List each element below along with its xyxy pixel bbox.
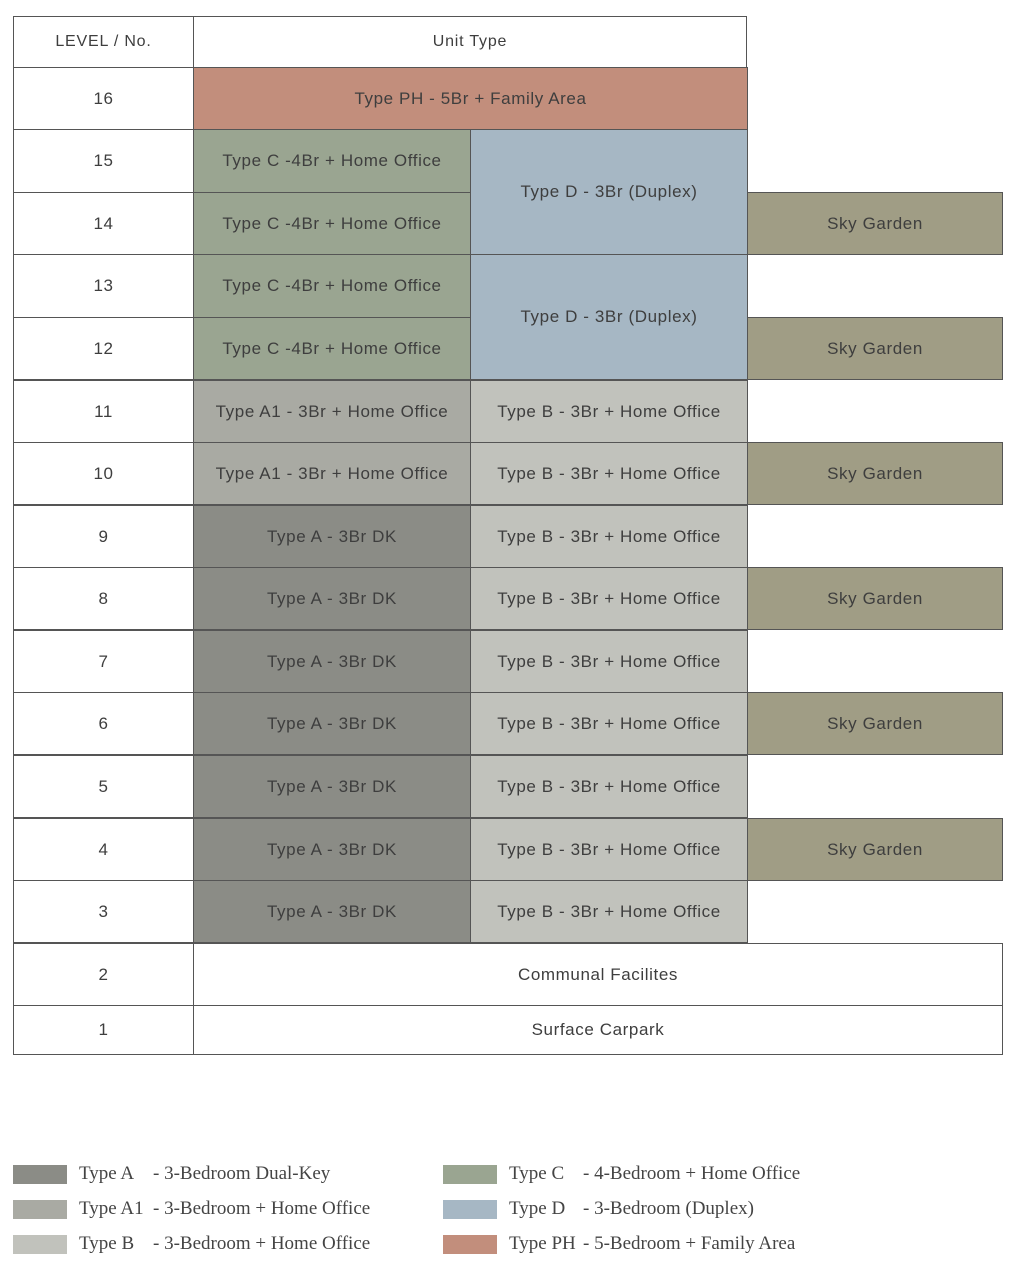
unit-cell-16-ph: Type PH - 5Br + Family Area <box>193 67 748 130</box>
unit-cell-15-duplex: Type D - 3Br (Duplex) <box>470 129 748 255</box>
level-cell-1: 1 <box>13 1005 194 1055</box>
legend-item-type-c <box>443 1162 800 1186</box>
unit-cell-5-left: Type A - 3Br DK <box>193 755 471 818</box>
legend-type-label: Type A <box>79 1163 135 1184</box>
unit-cell-6-left: Type A - 3Br DK <box>193 692 471 755</box>
sky-garden-12: Sky Garden <box>747 317 1003 380</box>
level-cell-12: 12 <box>13 317 194 380</box>
level-cell-2: 2 <box>13 943 194 1006</box>
unit-cell-9-left: Type A - 3Br DK <box>193 505 471 568</box>
unit-cell-4-right: Type B - 3Br + Home Office <box>470 818 748 881</box>
legend-swatch <box>443 1165 497 1184</box>
sky-garden-4: Sky Garden <box>747 818 1003 881</box>
legend-swatch <box>13 1235 67 1254</box>
legend-description: - 5-Bedroom + Family Area <box>583 1233 796 1254</box>
unit-cell-5-right: Type B - 3Br + Home Office <box>470 755 748 818</box>
unit-cell-13-duplex: Type D - 3Br (Duplex) <box>470 254 748 380</box>
legend-item-type-b <box>13 1232 370 1256</box>
unit-cell-3-left: Type A - 3Br DK <box>193 880 471 943</box>
sky-garden-8: Sky Garden <box>747 567 1003 630</box>
legend-description: - 3-Bedroom + Home Office <box>153 1198 371 1219</box>
legend-type-label: Type D <box>509 1198 566 1219</box>
level-cell-11: 11 <box>13 380 194 443</box>
level-cell-16: 16 <box>13 67 194 130</box>
unit-cell-7-right: Type B - 3Br + Home Office <box>470 630 748 693</box>
unit-cell-12-c: Type C -4Br + Home Office <box>193 317 471 380</box>
level-cell-3: 3 <box>13 880 194 943</box>
unit-cell-15-c: Type C -4Br + Home Office <box>193 129 471 193</box>
level-cell-14: 14 <box>13 192 194 255</box>
legend-swatch <box>13 1200 67 1219</box>
unit-cell-8-left: Type A - 3Br DK <box>193 567 471 630</box>
legend-description: - 3-Bedroom + Home Office <box>153 1233 371 1254</box>
level-cell-4: 4 <box>13 818 194 881</box>
unit-cell-2: Communal Facilites <box>193 943 1003 1006</box>
legend-type-label: Type A1 <box>79 1198 144 1219</box>
legend-type-label: Type C <box>509 1163 565 1184</box>
unit-cell-7-left: Type A - 3Br DK <box>193 630 471 693</box>
legend-item-type-ph <box>443 1232 795 1256</box>
legend-item-type-d <box>443 1197 754 1221</box>
unit-cell-3-right: Type B - 3Br + Home Office <box>470 880 748 943</box>
legend-type-label: Type PH <box>509 1233 576 1254</box>
legend-swatch <box>443 1235 497 1254</box>
unit-cell-10-left: Type A1 - 3Br + Home Office <box>193 442 471 505</box>
level-cell-5: 5 <box>13 755 194 818</box>
unit-cell-1: Surface Carpark <box>193 1005 1003 1055</box>
sky-garden-10: Sky Garden <box>747 442 1003 505</box>
sky-garden-14: Sky Garden <box>747 192 1003 255</box>
legend-swatch <box>443 1200 497 1219</box>
level-cell-8: 8 <box>13 567 194 630</box>
header-level: LEVEL / No. <box>13 16 194 68</box>
legend-swatch <box>13 1165 67 1184</box>
legend-type-label: Type B <box>79 1233 135 1254</box>
legend-description: - 3-Bedroom (Duplex) <box>583 1198 754 1219</box>
level-cell-15: 15 <box>13 129 194 193</box>
unit-cell-9-right: Type B - 3Br + Home Office <box>470 505 748 568</box>
sky-garden-6: Sky Garden <box>747 692 1003 755</box>
level-cell-9: 9 <box>13 505 194 568</box>
unit-cell-13-c: Type C -4Br + Home Office <box>193 254 471 318</box>
unit-cell-10-right: Type B - 3Br + Home Office <box>470 442 748 505</box>
level-cell-13: 13 <box>13 254 194 318</box>
level-cell-6: 6 <box>13 692 194 755</box>
legend-description: - 3-Bedroom Dual-Key <box>153 1163 331 1184</box>
unit-cell-4-left: Type A - 3Br DK <box>193 818 471 881</box>
unit-cell-14-c: Type C -4Br + Home Office <box>193 192 471 255</box>
level-cell-10: 10 <box>13 442 194 505</box>
unit-cell-11-left: Type A1 - 3Br + Home Office <box>193 380 471 443</box>
unit-cell-6-right: Type B - 3Br + Home Office <box>470 692 748 755</box>
unit-cell-11-right: Type B - 3Br + Home Office <box>470 380 748 443</box>
legend-item-type-a <box>13 1162 330 1186</box>
unit-cell-8-right: Type B - 3Br + Home Office <box>470 567 748 630</box>
legend-item-type-a1 <box>13 1197 370 1221</box>
legend-description: - 4-Bedroom + Home Office <box>583 1163 801 1184</box>
header-unit-type: Unit Type <box>193 16 747 68</box>
level-cell-7: 7 <box>13 630 194 693</box>
